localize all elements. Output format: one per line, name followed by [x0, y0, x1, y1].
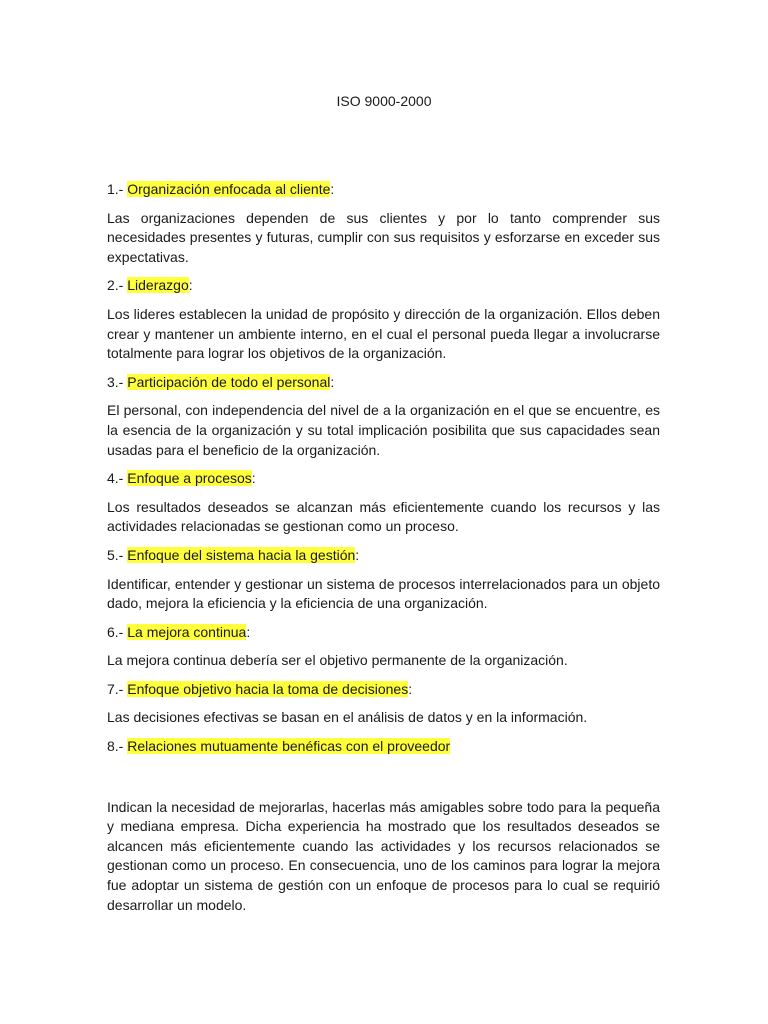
principle-body-6: La mejora continua debería ser el objetivo permanente de la organización.: [107, 652, 568, 669]
conclusion-paragraph: Indican la necesidad de mejorarlas, hacerlas más amigables sobre todo para la pequeña y mediana empresa. Dicha experiencia ha mostrado que los resultados deseados se alcancen más eficientemente cuando las actividades y los recursos relacionados se gestionan como un proceso. En consecuencia, uno de los caminos para lograr la mejora fue adoptar un sistema de gestión con un enfoque de procesos para lo cual se requirió desarrollar un modelo.: [107, 798, 660, 913]
heading-colon: :: [355, 546, 360, 563]
principle-body-3: El personal, con independencia del nivel de a la organización en el que se encuentre, es la esencia de la organización y su total implicación posibilita que sus capacidades sean usadas para el beneficio de la organización.: [107, 402, 660, 458]
principle-title: Enfoque del sistema hacia la gestión: [127, 546, 356, 563]
principle-body-7: Las decisiones efectivas se basan en el análisis de datos y en la información.: [107, 709, 588, 726]
principle-body-2: Los lideres establecen la unidad de propósito y dirección de la organización. Ellos deben crear y mantener un ambiente interno, en el cual el personal pueda llegar a involucrarse totalmente para lograr los objetivos de la organización.: [107, 305, 660, 362]
principle-heading-7: [107, 680, 660, 700]
principle-number: 3.-: [107, 373, 124, 390]
principle-body-4: Los resultados deseados se alcanzan más eficientemente cuando los recursos y las actividades relacionadas se gestionan como un proceso.: [107, 498, 660, 535]
heading-colon: :: [408, 680, 413, 697]
principle-title: Relaciones mutuamente benéficas con el proveedor: [127, 738, 451, 755]
principle-heading-8: [107, 737, 660, 757]
heading-colon: :: [251, 470, 256, 487]
principle-body-5: Identificar, entender y gestionar un sistema de procesos interrelacionados para un objeto dado, mejora la eficiencia y la eficiencia de una organización.: [107, 575, 660, 612]
principle-heading-2: [107, 276, 660, 296]
principle-title: La mejora continua: [127, 623, 247, 640]
principle-number: 7.-: [107, 680, 124, 697]
principle-number: 2.-: [107, 277, 124, 294]
principle-body-1: Las organizaciones dependen de sus clientes y por lo tanto comprender sus necesidades presentes y futuras, cumplir con sus requisitos y esforzarse en exceder sus expectativas.: [107, 209, 660, 265]
principle-heading-1: [107, 180, 660, 200]
heading-colon: :: [188, 277, 193, 294]
principle-title: Liderazgo: [127, 277, 189, 294]
document-body: [107, 180, 660, 924]
principle-heading-5: [107, 546, 660, 566]
principle-title: Enfoque objetivo hacia la toma de decisiones: [127, 680, 409, 697]
principle-number: 8.-: [107, 738, 124, 755]
principle-number: 1.-: [107, 181, 124, 197]
principle-heading-3: [107, 373, 660, 393]
heading-colon: :: [330, 373, 335, 390]
heading-colon: :: [246, 623, 251, 640]
heading-colon: :: [330, 181, 335, 197]
principle-title: Participación de todo el personal: [127, 373, 331, 390]
principle-heading-6: [107, 623, 660, 643]
document-title: ISO 9000-2000: [336, 93, 432, 109]
principle-number: 6.-: [107, 623, 124, 640]
principle-heading-4: [107, 469, 660, 489]
principle-title: Enfoque a procesos: [127, 470, 252, 487]
principle-number: 4.-: [107, 470, 124, 487]
principle-title: Organización enfocada al cliente: [127, 181, 331, 197]
principle-number: 5.-: [107, 546, 124, 563]
